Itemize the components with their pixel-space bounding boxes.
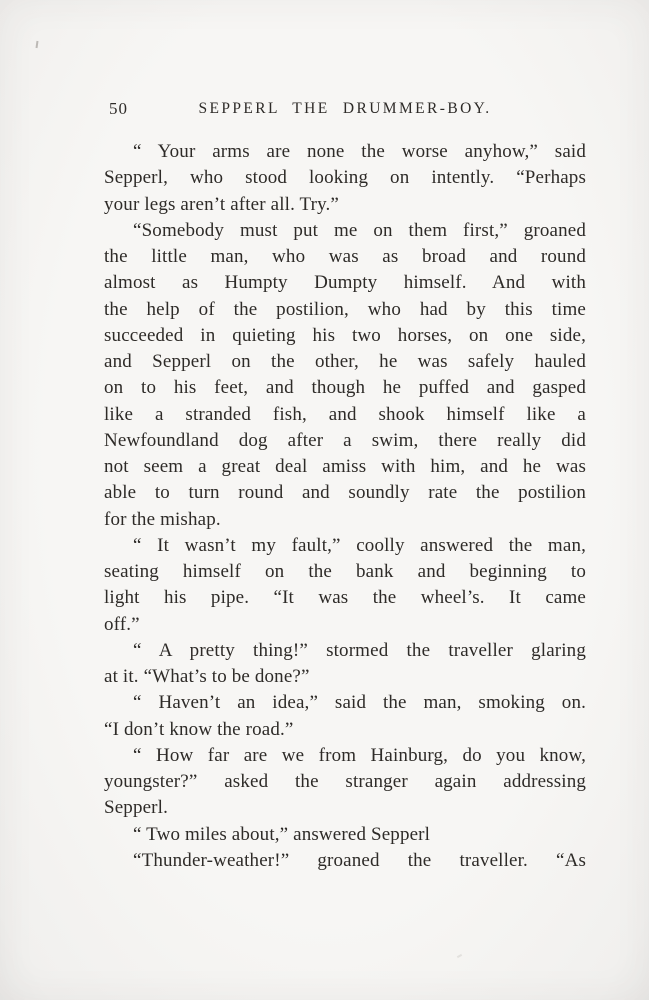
- text-line: not seem a great deal amiss with him, and he was: [104, 456, 586, 477]
- text-line: seating himself on the bank and beginning to: [104, 561, 586, 582]
- text-line: almost as Humpty Dumpty himself. And with: [104, 272, 586, 294]
- text-line: Newfoundland dog after a swim, there really did: [104, 429, 586, 451]
- text-line: “ How far are we from Hainburg, do you know,: [133, 744, 586, 766]
- text-line: the little man, who was as broad and round: [104, 246, 586, 267]
- text-line: youngster?” asked the stranger again addressing: [104, 771, 586, 792]
- scan-speck: [457, 954, 462, 958]
- text-line: “ Haven’t an idea,” said the man, smoking on.: [133, 692, 586, 714]
- text-line: like a stranded fish, and shook himself like a: [104, 403, 586, 425]
- page-number: 50: [109, 99, 128, 118]
- text-line: the help of the postilion, who had by this time: [104, 298, 586, 320]
- text-line: able to turn round and soundly rate the postilion: [104, 482, 586, 504]
- text-line: your legs aren’t after all. Try.”: [104, 193, 340, 215]
- text-line: for the mishap.: [104, 508, 221, 530]
- text-block: [104, 139, 586, 874]
- text-line: “ A pretty thing!” stormed the traveller glaring: [133, 639, 586, 661]
- page-header: [104, 99, 586, 121]
- text-line: at it. “What’s to be done?”: [104, 666, 310, 687]
- scan-speck: [36, 41, 39, 48]
- text-line: Sepperl, who stood looking on intently. “Perhaps: [104, 167, 586, 189]
- text-line: “ Two miles about,” answered Sepperl: [133, 823, 431, 845]
- text-line: “Thunder-weather!” groaned the traveller. “As: [133, 849, 586, 871]
- text-line: light his pipe. “It was the wheel’s. It came: [104, 587, 586, 609]
- text-line: succeeded in quieting his two horses, on one side,: [104, 324, 586, 346]
- running-title: SEPPERL THE DRUMMER-BOY.: [198, 100, 492, 117]
- text-line: and Sepperl on the other, he was safely hauled: [104, 351, 586, 372]
- text-line: “ Your arms are none the worse anyhow,” said: [133, 141, 586, 162]
- text-line: “Somebody must put me on them first,” groaned: [133, 219, 586, 241]
- text-line: Sepperl.: [104, 797, 168, 819]
- text-line: “I don’t know the road.”: [104, 718, 294, 740]
- text-line: “ It wasn’t my fault,” coolly answered the man,: [133, 534, 586, 556]
- text-line: on to his feet, and though he puffed and gasped: [104, 377, 586, 399]
- text-line: off.”: [104, 613, 140, 635]
